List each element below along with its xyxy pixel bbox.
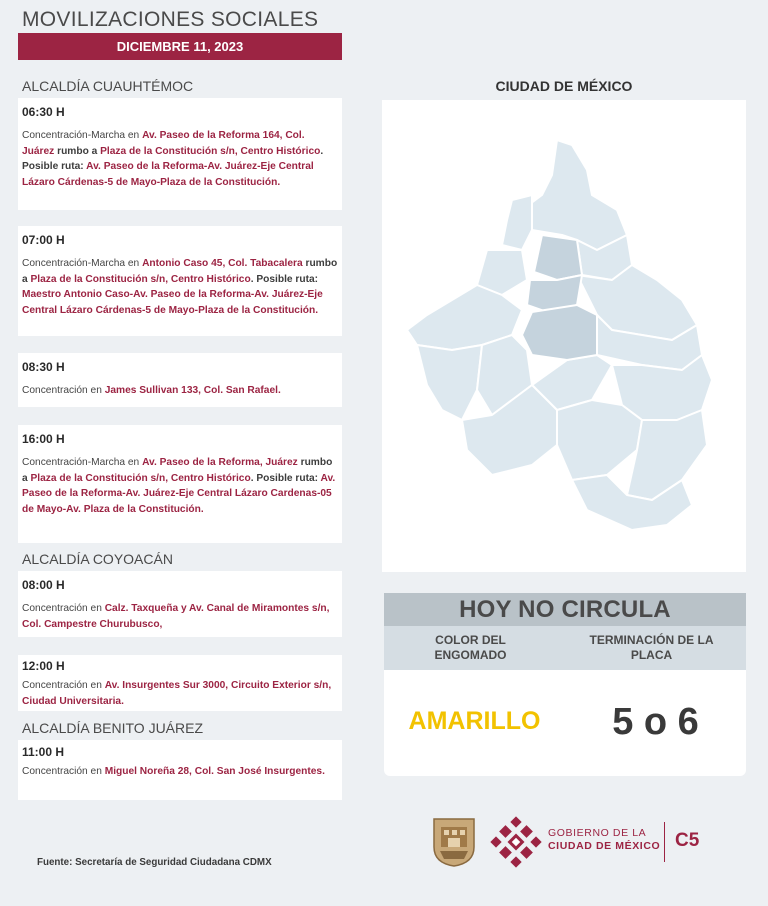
- event-description: Concentración en Calz. Taxqueña y Av. Canal de Miramontes s/n, Col. Campestre Churubusco,: [22, 603, 330, 630]
- event-time: 06:30 H: [22, 105, 65, 119]
- event-time: 07:00 H: [22, 233, 65, 247]
- event-time: 08:00 H: [22, 578, 65, 592]
- hnc-headers: [384, 626, 746, 670]
- event-description: Concentración en Av. Insurgentes Sur 3000, Circuito Exterior s/n, Ciudad Universitaria.: [22, 680, 332, 707]
- page-title: MOVILIZACIONES SOCIALES: [22, 8, 319, 31]
- footer-logos: [432, 814, 732, 870]
- gobierno-cdmx-logo-icon: [490, 816, 542, 868]
- event-time: 08:30 H: [22, 360, 65, 374]
- event-card: [18, 740, 342, 800]
- date-banner: DICIEMBRE 11, 2023: [18, 33, 342, 60]
- cdmx-map: [382, 100, 746, 572]
- map-region: [502, 195, 532, 250]
- hnc-plate-header: TERMINACIÓN DE LA PLACA: [589, 633, 714, 662]
- hnc-values: [384, 670, 746, 776]
- hnc-color-value: AMARILLO: [408, 706, 541, 735]
- hoy-no-circula-panel: [384, 593, 746, 776]
- hnc-title: HOY NO CIRCULA: [384, 593, 746, 626]
- hnc-plate-value: 5 o 6: [612, 700, 699, 743]
- map-region: [417, 345, 482, 420]
- event-card: [18, 226, 342, 336]
- event-card: [18, 571, 342, 637]
- event-description: Concentración-Marcha en Av. Paseo de la Reforma, Juárez rumbo a Plaza de la Constitución s/n, Centro Histórico. Posible ruta: Av. Paseo de la Reforma-Av. Juárez-Eje Central Lázaro Cardenas-05 de Mayo-Av. Plaza de la Constitución.: [22, 457, 336, 515]
- event-card: [18, 353, 342, 407]
- event-description: Concentración-Marcha en Antonio Caso 45, Col. Tabacalera rumbo a Plaza de la Constitución s/n, Centro Histórico. Posible ruta: Maestro Antonio Caso-Av. Paseo de la Reforma-Av. Juárez-Eje Central Lázaro Cárdenas-5 de Mayo-Plaza de la Constitución.: [22, 258, 338, 316]
- map-region: [557, 400, 642, 480]
- c5-logo: C5: [675, 830, 700, 851]
- event-time: 12:00 H: [22, 659, 65, 673]
- map-title: CIUDAD DE MÉXICO: [495, 78, 633, 94]
- event-description: Concentración en Miguel Noreña 28, Col. San José Insurgentes.: [22, 766, 325, 777]
- alcaldia-heading: ALCALDÍA CUAUHTÉMOC: [22, 78, 194, 94]
- logo-divider: [664, 822, 665, 862]
- map-region: [522, 140, 627, 250]
- map-region-coyoacan: [522, 305, 597, 360]
- event-card: [18, 425, 342, 543]
- alcaldia-heading: ALCALDÍA COYOACÁN: [22, 551, 173, 567]
- event-time: 11:00 H: [22, 745, 65, 759]
- cdmx-shield-icon: [432, 817, 476, 867]
- source-note: Fuente: Secretaría de Seguridad Ciudadana CDMX: [37, 857, 272, 868]
- event-card: [18, 98, 342, 210]
- event-description: Concentración en James Sullivan 133, Col. San Rafael.: [22, 385, 281, 396]
- cdmx-map-graphic: [382, 100, 746, 572]
- hnc-color-header: COLOR DEL ENGOMADO: [434, 633, 507, 662]
- event-description: Concentración-Marcha en Av. Paseo de la Reforma 164, Col. Juárez rumbo a Plaza de la Constitución s/n, Centro Histórico. Posible ruta: Av. Paseo de la Reforma-Av. Juárez-Eje Central Lázaro Cárdenas-5 de Mayo-Plaza de la Constitución.: [22, 130, 324, 188]
- alcaldia-heading: ALCALDÍA BENITO JUÁREZ: [22, 720, 204, 736]
- gobierno-cdmx-text: GOBIERNO DE LA CIUDAD DE MÉXICO: [548, 827, 661, 852]
- event-card: [18, 655, 342, 711]
- event-time: 16:00 H: [22, 432, 65, 446]
- map-region-cuauhtemoc: [534, 235, 582, 280]
